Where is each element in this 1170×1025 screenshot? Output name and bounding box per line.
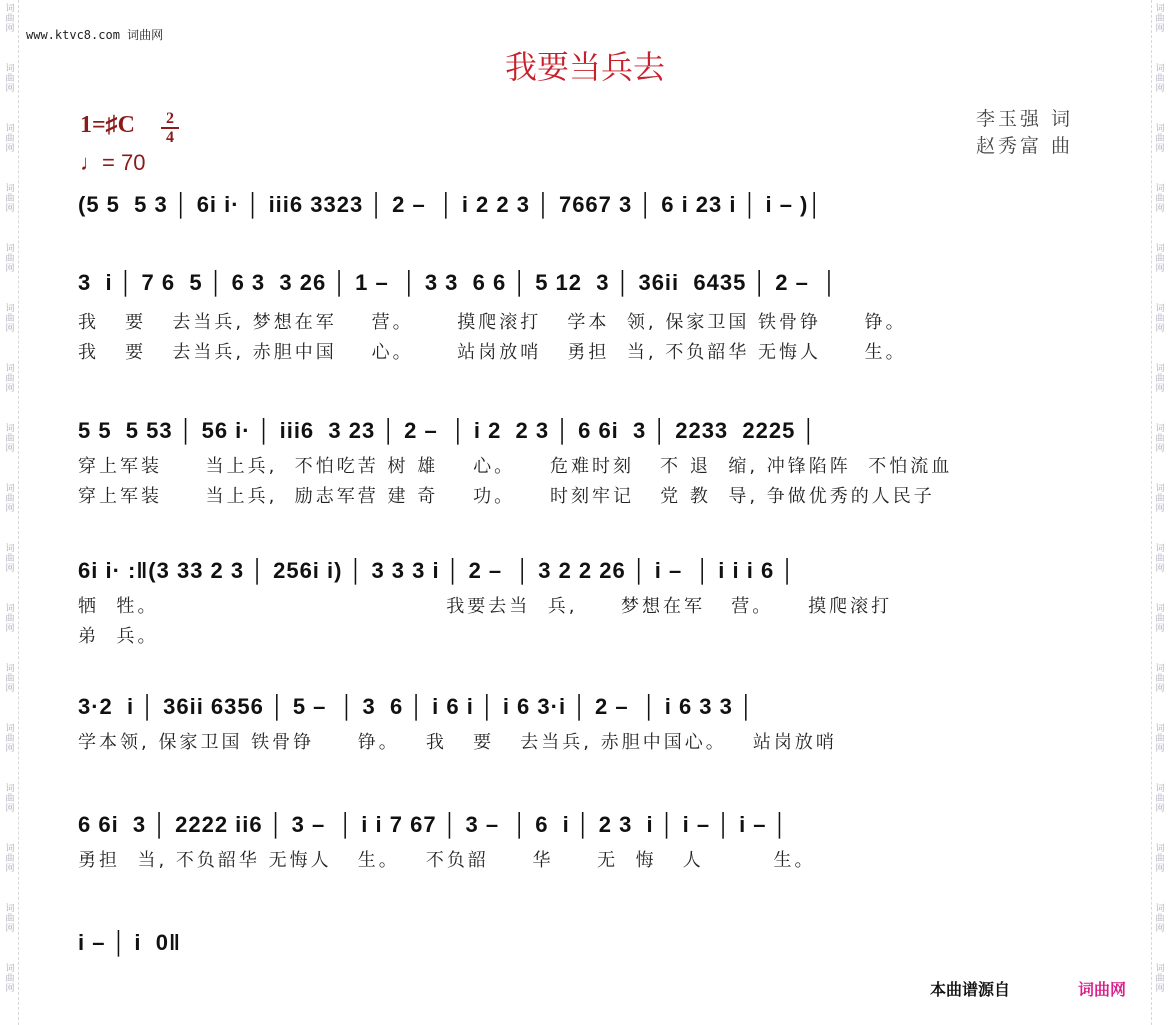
score-system-7 [78,930,1088,956]
edge-watermark-glyphs: 词 曲 网 [5,4,15,34]
edge-watermark-glyphs: 词 曲 网 [5,844,15,874]
score-system-6 [78,812,1088,876]
lyric-verse-2: 弟 兵。 [78,626,159,647]
time-signature-denominator: 4 [166,129,174,146]
right-watermark-strip [1151,0,1168,1025]
lyric-verse-2: 我 要 去当兵, 赤胆中国 心。 站岗放哨 勇担 当, 不负韶华 无悔人 生。 [78,342,907,363]
edge-watermark-glyphs: 词 曲 网 [1155,604,1165,634]
time-signature-numerator: 2 [166,110,174,127]
edge-watermark-glyphs: 词 曲 网 [5,184,15,214]
brand-watermark: 词曲网 [1078,980,1127,999]
edge-watermark-glyphs: 词 曲 网 [5,124,15,154]
edge-watermark-glyphs: 词 曲 网 [1155,844,1165,874]
edge-watermark-glyphs: 词 曲 网 [5,724,15,754]
edge-watermark-glyphs: 词 曲 网 [5,424,15,454]
notation-line: 3·2 i │ 36ii 6356 │ 5 – │ 3 6 │ i 6 i │ i 6 3·i │ 2 – │ i 6 3 3 │ [78,694,755,719]
edge-watermark-glyphs: 词 曲 网 [5,904,15,934]
score-system-5 [78,694,1088,758]
edge-watermark-glyphs: 词 曲 网 [1155,244,1165,274]
notation-line: 5 5 5 53 │ 56 i· │ iii6 3 23 │ 2 – │ i 2 2 3 │ 6 6i 3 │ 2233 2225 │ [78,418,818,443]
notation-line: 6 6i 3 │ 2222 ii6 │ 3 – │ i i 7 67 │ 3 – │ 6 i │ 2 3 i │ i – │ i – │ [78,812,789,837]
notation-line: 6i i· :‖(3 33 2 3 │ 256i i) │ 3 3 3 i │ 2 – │ 3 2 2 26 │ i – │ i i i 6 │ [78,558,797,583]
edge-watermark-glyphs: 词 曲 网 [5,964,15,994]
notation-line: i – │ i 0‖ [78,930,181,955]
edge-watermark-glyphs: 词 曲 网 [1155,64,1165,94]
edge-watermark-glyphs: 词 曲 网 [1155,4,1165,34]
score-system-3 [78,418,1088,512]
site-watermark: www.ktvc8.com 词曲网 [26,28,164,42]
edge-watermark-glyphs: 词 曲 网 [1155,124,1165,154]
song-title: 我要当兵去 [504,48,665,86]
composer-credit: 赵秀富 曲 [976,135,1074,157]
left-watermark-strip [2,0,19,1025]
edge-watermark-glyphs: 词 曲 网 [1155,904,1165,934]
edge-watermark-glyphs: 词 曲 网 [1155,364,1165,394]
edge-watermark-glyphs: 词 曲 网 [1155,424,1165,454]
edge-watermark-glyphs: 词 曲 网 [5,64,15,94]
lyricist-credit: 李玉强 词 [976,108,1074,130]
edge-watermark-glyphs: 词 曲 网 [5,484,15,514]
edge-watermark-glyphs: 词 曲 网 [5,664,15,694]
source-label: 本曲谱源自 [930,980,1011,999]
lyric-verse-1: 我 要 去当兵, 梦想在军 营。 摸爬滚打 学本 领, 保家卫国 铁骨铮 铮。 [78,312,907,333]
edge-watermark-glyphs: 词 曲 网 [1155,784,1165,814]
edge-watermark-glyphs: 词 曲 网 [5,304,15,334]
edge-watermark-glyphs: 词 曲 网 [1155,664,1165,694]
edge-watermark-glyphs: 词 曲 网 [1155,484,1165,514]
edge-watermark-glyphs: 词 曲 网 [1155,544,1165,574]
lyric-verse-1: 牺 牲。 我要去当 兵, 梦想在军 营。 摸爬滚打 [78,596,893,617]
edge-watermark-glyphs: 词 曲 网 [1155,184,1165,214]
time-signature [160,110,180,146]
tempo-marking: ♩= 70 [80,150,146,175]
edge-watermark-glyphs: 词 曲 网 [5,604,15,634]
notation-line: (5 5 5 3 │ 6i i· │ iii6 3323 │ 2 – │ i 2 2 3 │ 7667 3 │ 6 i 23 i │ i – )│ [78,192,824,217]
edge-watermark-glyphs: 词 曲 网 [5,364,15,394]
lyric-verse-1: 穿上军装 当上兵, 不怕吃苦 树 雄 心。 危难时刻 不 退 缩, 冲锋陷阵 不怕流血 [78,456,953,477]
score-system-1 [78,192,1088,218]
score-system-4 [78,558,1088,652]
lyric-verse-1: 勇担 当, 不负韶华 无悔人 生。 不负韶 华 无 悔 人 生。 [78,850,816,871]
score-system-2 [78,270,1088,368]
edge-watermark-glyphs: 词 曲 网 [1155,964,1165,994]
lyric-verse-2: 穿上军装 当上兵, 励志军营 建 奇 功。 时刻牢记 党 教 导, 争做优秀的人民子 [78,486,935,507]
edge-watermark-glyphs: 词 曲 网 [5,784,15,814]
edge-watermark-glyphs: 词 曲 网 [1155,724,1165,754]
notation-line: 3 i │ 7 6 5 │ 6 3 3 26 │ 1 – │ 3 3 6 6 │ 5 12 3 │ 36ii 6435 │ 2 – │ [78,270,838,295]
edge-watermark-glyphs: 词 曲 网 [5,244,15,274]
lyric-verse-1: 学本领, 保家卫国 铁骨铮 铮。 我 要 去当兵, 赤胆中国心。 站岗放哨 [78,732,837,753]
edge-watermark-glyphs: 词 曲 网 [5,544,15,574]
edge-watermark-glyphs: 词 曲 网 [1155,304,1165,334]
key-signature: 1=♯C [80,112,136,138]
